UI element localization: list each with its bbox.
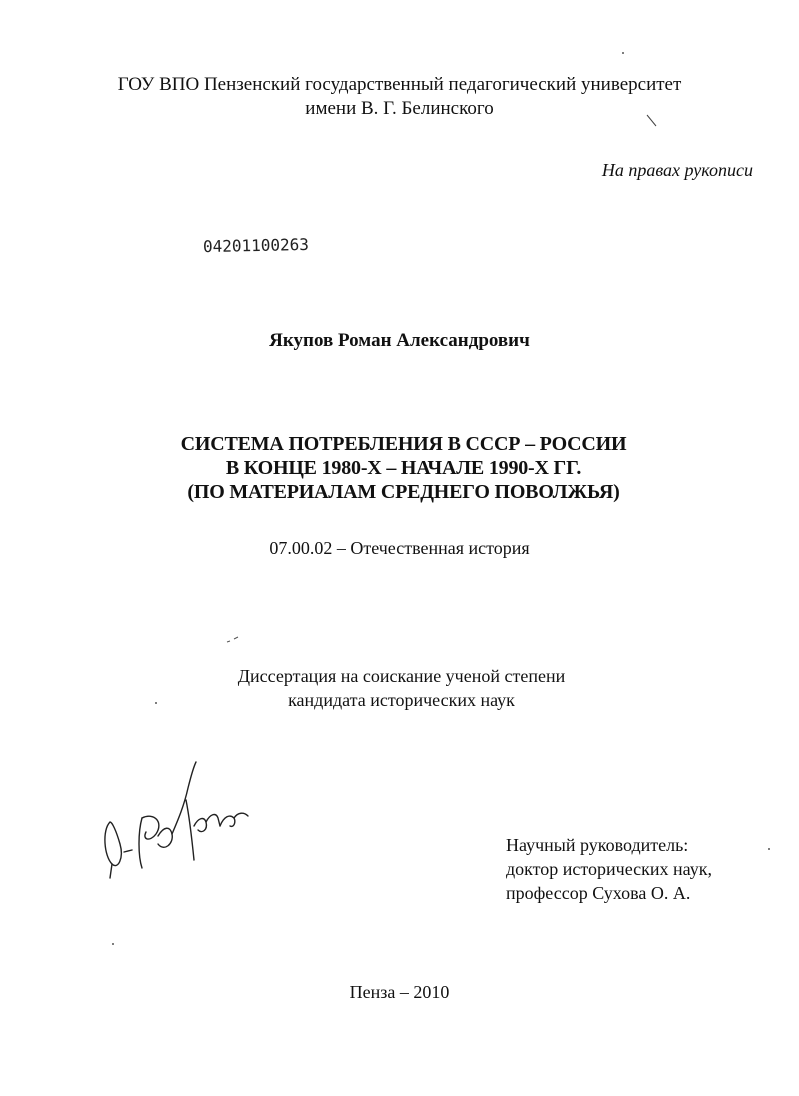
supervisor-name: профессор Сухова О. А. bbox=[506, 883, 691, 903]
specialty-code: 07.00.02 – Отечественная история bbox=[269, 538, 530, 558]
author-signature-icon bbox=[98, 760, 258, 890]
scan-mark bbox=[226, 636, 240, 644]
scan-speck bbox=[112, 943, 114, 945]
city-year: Пенза – 2010 bbox=[349, 982, 450, 1002]
registry-number: 04201100263 bbox=[202, 234, 310, 257]
institution-name bbox=[0, 73, 799, 121]
supervisor-block bbox=[506, 833, 712, 905]
degree-line-2: кандидата исторических наук bbox=[288, 690, 515, 710]
supervisor-label: Научный руководитель: bbox=[506, 835, 689, 855]
manuscript-note: На правах рукописи bbox=[601, 160, 753, 180]
title-line-2: В КОНЦЕ 1980-Х – НАЧАЛЕ 1990-Х ГГ. bbox=[225, 457, 582, 479]
title-line-3: (ПО МАТЕРИАЛАМ СРЕДНЕГО ПОВОЛЖЬЯ) bbox=[187, 481, 620, 503]
scan-speck bbox=[155, 702, 157, 704]
institution-line-2: имени В. Г. Белинского bbox=[305, 98, 494, 119]
degree-line-1: Диссертация на соискание ученой степени bbox=[237, 666, 566, 686]
title-line-1: СИСТЕМА ПОТРЕБЛЕНИЯ В СССР – РОССИИ bbox=[180, 433, 627, 455]
dissertation-title bbox=[0, 432, 799, 504]
institution-line-1: ГОУ ВПО Пензенский государственный педагогический университет bbox=[117, 74, 682, 95]
supervisor-degree: доктор исторических наук, bbox=[506, 859, 712, 879]
scan-speck bbox=[768, 848, 770, 850]
scan-speck bbox=[622, 52, 624, 54]
author-name: Якупов Роман Александрович bbox=[269, 330, 530, 351]
degree-statement bbox=[0, 664, 799, 712]
scan-mark bbox=[646, 114, 658, 128]
